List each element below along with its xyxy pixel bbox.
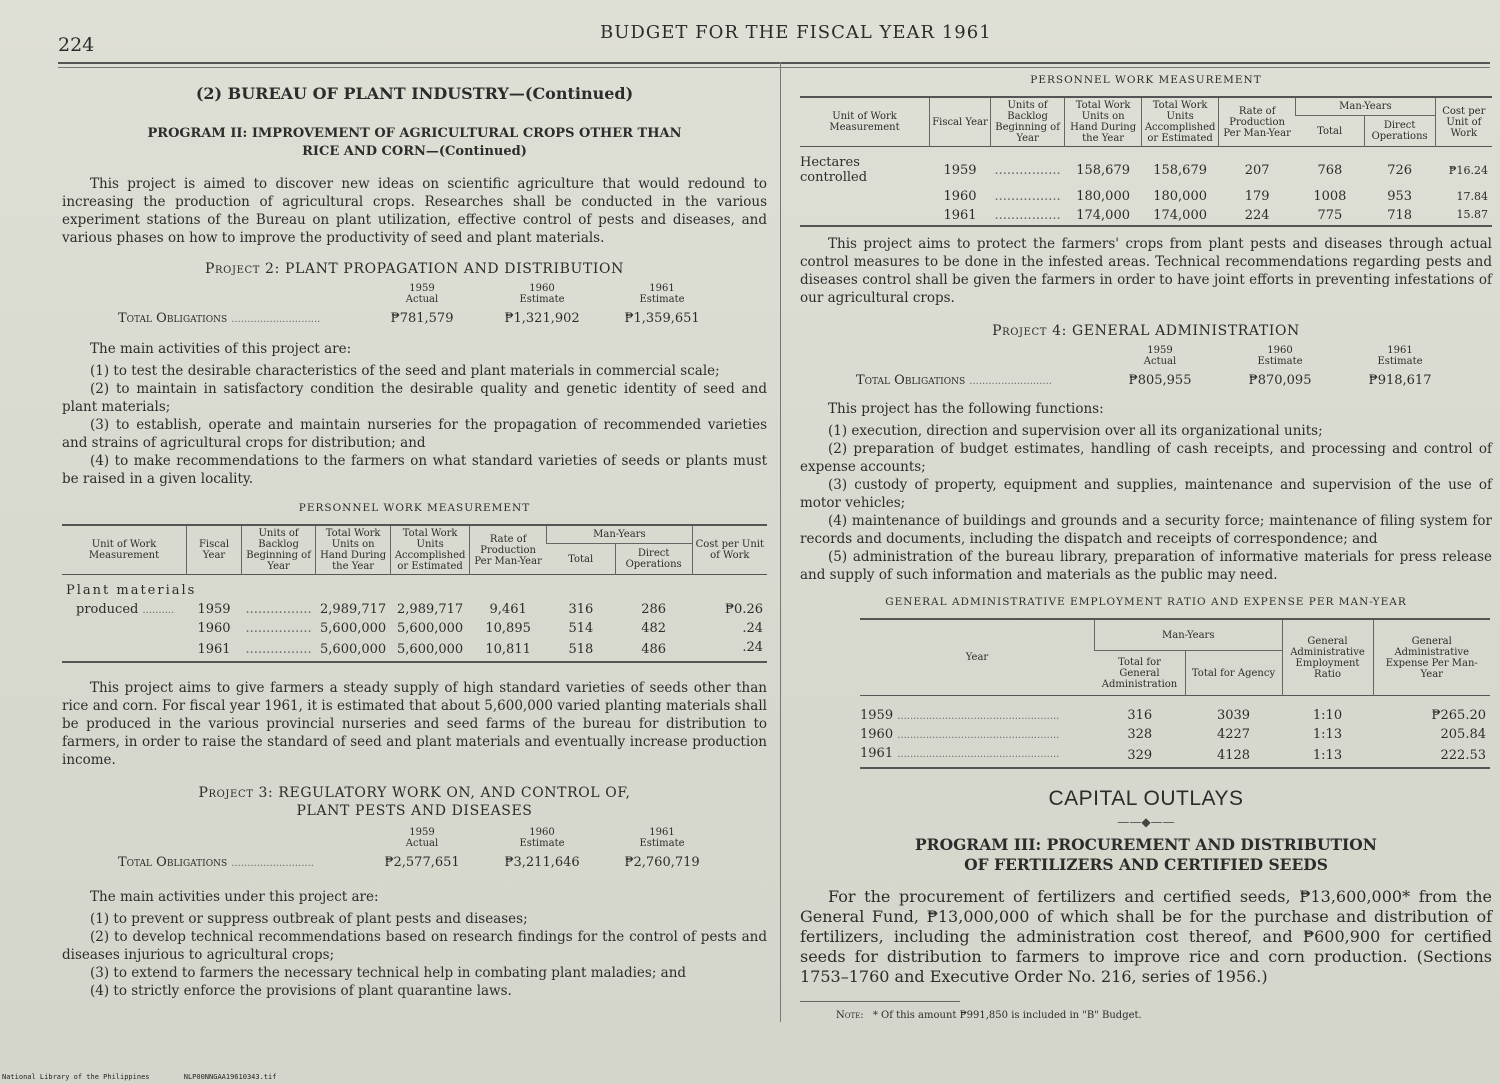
project-4-title: GENERAL ADMINISTRATION (1072, 323, 1300, 339)
activities-intro: The main activities of this project are: (90, 341, 352, 357)
cell-cost: .24 (742, 640, 763, 655)
cell-backlog: ................ (994, 208, 1061, 223)
note-text: * Of this amount ₱991,850 is included in "B" Budget. (872, 1010, 1142, 1021)
ga-table (860, 618, 1490, 769)
cell-year: 1960 (860, 727, 894, 742)
cell-my-direct: 726 (1387, 162, 1413, 178)
table-row: 1959 ................................................... 316 3039 1:10 ₱265.20 (860, 696, 1490, 726)
cell-expense: 205.84 (1440, 727, 1486, 742)
cell-backlog: ................ (994, 189, 1061, 204)
cell-my-total: 316 (568, 602, 594, 617)
note-label: Note: (836, 1010, 864, 1021)
total-obligations-label: Total Obligations .......................... (856, 373, 1052, 388)
project-2-label: Project 2: (205, 261, 280, 277)
th-cost: Cost per Unit of Work (692, 525, 767, 575)
cell-year: 1959 (197, 602, 231, 617)
th-man-years: Man-Years (1095, 619, 1283, 651)
column-divider (780, 62, 781, 1022)
th-unit: Unit of Work Measurement (829, 111, 900, 133)
project-4-heading (800, 323, 1492, 339)
project-3-title-2: PLANT PESTS AND DISEASES (296, 803, 533, 819)
function-5: (5) administration of the bureau library, preparation of informative materials for press release and supply of such information and materials as the public may need. (800, 549, 1492, 583)
project-3-obligations (62, 827, 767, 870)
project-3-label: Project 3: (198, 785, 274, 801)
program-3-title-line-2: OF FERTILIZERS AND CERTIFIED SEEDS (964, 855, 1328, 874)
activity-1: (1) to test the desirable characteristics of the seed and plant materials in commercial scale; (90, 363, 720, 379)
project-2-obligations (62, 283, 767, 326)
col-header-1959: 1959 Actual (1143, 345, 1177, 367)
cell-accomp: 5,600,000 (397, 642, 464, 657)
th-my-direct: Direct Operations (615, 544, 692, 575)
col-header-1961: 1961 Estimate (639, 827, 685, 849)
cell-backlog: ................ (994, 162, 1061, 178)
cell-rate: 207 (1244, 162, 1270, 178)
table-row: 1961 ................................................... 329 4128 1:13 222.53 (860, 744, 1490, 768)
cell-year: 1959 (943, 162, 977, 178)
cell-my-direct: 718 (1387, 208, 1413, 223)
th-unit: Unit of Work Measurement (88, 539, 160, 561)
th-total-ga: Total for General Administration (1101, 656, 1178, 690)
cell-cost: ₱16.24 (1448, 163, 1488, 177)
th-backlog: Units of Backlog Beginning of Year (242, 525, 316, 575)
th-man-years: Man-Years (547, 525, 693, 544)
th-fiscal-year: Fiscal Year (930, 97, 991, 147)
cell-cost: .24 (742, 621, 763, 636)
pwm-paragraph-right: This project aims to protect the farmers' crops from plant pests and diseases through actual control measures to be done in the infested areas. Technical recommendations regarding pests and diseases control shall be given the farmers in order to have joint efforts in preventing infestations of our agricultural crops. (800, 236, 1492, 306)
th-my-total: Total (1317, 125, 1343, 137)
cell-agency: 4128 (1216, 748, 1251, 763)
function-4: (4) maintenance of buildings and grounds and a security force; maintenance of filing system for records and documents, including the dispatch and receipts of correspondence; and (800, 513, 1492, 547)
col-header-1959: 1959 Actual (405, 283, 439, 305)
obligation-1961: ₱1,359,651 (624, 311, 700, 326)
cell-my-total: 1008 (1313, 189, 1347, 204)
total-obligations-label: Total Obligations .......................... (118, 855, 314, 870)
cell-year: 1959 (860, 708, 894, 723)
cell-my-total: 514 (568, 621, 594, 636)
cell-year: 1961 (860, 746, 894, 761)
th-total-units: Total Work Units on Hand During the Year (316, 525, 391, 575)
obligation-1961: ₱918,617 (1368, 373, 1432, 388)
project-2-title: PLANT PROPAGATION AND DISTRIBUTION (284, 261, 624, 277)
cell-accomp: 2,989,717 (397, 602, 464, 617)
cell-backlog: ................ (245, 621, 312, 636)
cell-year: 1960 (197, 621, 231, 636)
left-column (62, 78, 767, 1000)
function-1: (1) execution, direction and supervision over all its organizational units; (828, 423, 1323, 439)
table-row: 1960 ................................................... 328 4227 1:13 205.84 (860, 725, 1490, 744)
cell-rate: 10,895 (485, 621, 531, 636)
program-3-title (800, 835, 1492, 875)
cell-my-direct: 286 (641, 602, 667, 617)
functions-intro: This project has the following functions: (828, 401, 1104, 417)
program-3-paragraph: For the procurement of fertilizers and certified seeds, ₱13,600,000* from the General Fund, ₱13,000,000 of which shall be for the purchase and distribution of fertilizers, including the administration cost thereof, and ₱600,900 for certified seeds for distribution to farmers to improve rice and corn production. (Sections 1753–1760 and Executive Order No. 216, series of 1956.) (800, 887, 1492, 986)
table-row: produced .......... 1959 ................ 2,989,717 2,989,717 9,461 316 286 ₱0.26 (62, 600, 767, 619)
ga-caption: GENERAL ADMINISTRATIVE EMPLOYMENT RATIO AND EXPENSE PER MAN-YEAR (885, 596, 1407, 608)
cell-ga: 328 (1127, 727, 1153, 742)
cell-my-direct: 953 (1387, 189, 1413, 204)
th-my-total: Total (568, 553, 594, 565)
col-header-1960: 1960 Estimate (519, 283, 565, 305)
cell-backlog: ................ (245, 642, 312, 657)
cell-rate: 179 (1244, 189, 1270, 204)
page-number: 224 (58, 34, 95, 56)
cell-cost: 15.87 (1456, 208, 1488, 221)
cell-agency: 3039 (1216, 708, 1251, 723)
obligation-1959: ₱2,577,651 (384, 855, 460, 870)
activity-2: (2) to maintain in satisfactory condition the desirable quality and genetic identity of seed and plant materials; (62, 381, 767, 415)
pwm-table (62, 524, 767, 663)
table-row (800, 187, 1492, 206)
obligation-1959: ₱781,579 (390, 311, 454, 326)
obligation-1960: ₱870,095 (1248, 373, 1312, 388)
ornament-divider: ——◆—— (1117, 815, 1175, 829)
th-accomplished: Total Work Units Accomplished or Estimated (1142, 97, 1219, 147)
th-rate: Rate of Production Per Man-Year (1219, 97, 1296, 147)
th-year: Year (965, 652, 989, 663)
cell-my-direct: 486 (641, 642, 667, 657)
pwm-table-right (800, 96, 1492, 227)
cell-rate: 10,811 (485, 642, 531, 657)
th-cost: Cost per Unit of Work (1435, 97, 1492, 147)
function-2: (2) preparation of budget estimates, handling of cash receipts, and processing and control of expense accounts; (800, 441, 1492, 475)
obligation-1960: ₱1,321,902 (504, 311, 580, 326)
header-rule-thin (58, 67, 1490, 68)
cell-expense: ₱265.20 (1431, 708, 1486, 723)
cell-rate: 9,461 (489, 602, 527, 617)
pwm-caption: PERSONNEL WORK MEASUREMENT (298, 502, 531, 514)
obligation-1961: ₱2,760,719 (624, 855, 700, 870)
cell-my-total: 768 (1317, 162, 1343, 178)
table-row (62, 619, 767, 638)
cell-total: 158,679 (1076, 162, 1130, 178)
cell-ga: 316 (1127, 708, 1153, 723)
program-title-line-1: PROGRAM II: IMPROVEMENT OF AGRICULTURAL CROPS OTHER THAN (147, 126, 682, 141)
page-header-title: BUDGET FOR THE FISCAL YEAR 1961 (600, 22, 992, 43)
cell-total: 5,600,000 (320, 642, 387, 657)
th-expense: General Administrative Expense Per Man-Year (1373, 619, 1490, 696)
th-backlog: Units of Backlog Beginning of Year (991, 97, 1065, 147)
cell-accomp: 180,000 (1153, 189, 1207, 204)
header-rule (58, 62, 1490, 64)
cell-accomp: 158,679 (1153, 162, 1207, 178)
activity-3-2: (2) to develop technical recommendations based on research findings for the control of pests and diseases injurious to agricultural crops; (62, 929, 767, 963)
footnote (800, 1001, 1142, 1021)
scan-footer (2, 1073, 276, 1081)
function-3: (3) custody of property, equipment and supplies, maintenance and supervision of the use of motor vehicles; (800, 477, 1492, 511)
col-header-1960: 1960 Estimate (519, 827, 565, 849)
obligation-1959: ₱805,955 (1128, 373, 1192, 388)
cell-ratio: 1:13 (1312, 727, 1343, 742)
pwm-unit-line1: Plant materials (66, 583, 197, 598)
right-column (800, 70, 1492, 1021)
pwm-unit-right: Hectares controlled (800, 155, 868, 185)
activity-3: (3) to establish, operate and maintain nurseries for the propagation of recommended varieties and strains of agricultural crops for distribution; and (62, 417, 767, 451)
cell-year: 1961 (943, 208, 977, 223)
th-total-agency: Total for Agency (1185, 651, 1282, 696)
activities-intro-3: The main activities under this project are: (90, 889, 379, 905)
activity-4: (4) to make recommendations to the farmers on what standard varieties of seeds or plants must be raised in a given locality. (62, 453, 767, 487)
cell-my-total: 775 (1317, 208, 1343, 223)
project-3-title-1: REGULATORY WORK ON, AND CONTROL OF, (278, 785, 631, 801)
cell-total: 174,000 (1076, 208, 1130, 223)
cell-total: 2,989,717 (320, 602, 387, 617)
program-3-title-line-1: PROGRAM III: PROCUREMENT AND DISTRIBUTION (915, 835, 1377, 854)
cell-year: 1960 (943, 189, 977, 204)
col-header-1961: 1961 Estimate (639, 283, 685, 305)
activity-3-1: (1) to prevent or suppress outbreak of plant pests and diseases; (90, 911, 528, 927)
cell-accomp: 5,600,000 (397, 621, 464, 636)
cell-agency: 4227 (1216, 727, 1251, 742)
th-my-direct: Direct Operations (1364, 116, 1435, 147)
cell-cost: 17.84 (1456, 190, 1488, 203)
table-row (800, 206, 1492, 226)
th-accomplished: Total Work Units Accomplished or Estimated (391, 525, 470, 575)
cell-my-total: 518 (568, 642, 594, 657)
cell-ratio: 1:13 (1312, 748, 1343, 763)
cell-ga: 329 (1127, 748, 1153, 763)
cell-accomp: 174,000 (1153, 208, 1207, 223)
project-4-label: Project 4: (992, 323, 1067, 339)
cell-total: 180,000 (1076, 189, 1130, 204)
intro-paragraph: This project is aimed to discover new ideas on scientific agriculture that would redound to increasing the production of agricultural crops. Researches shall be conducted in the various experiment stations of the Bureau on plant utilization, effective control of pests and diseases, and various phases on how to improve the productivity of seed and plant materials. (62, 176, 767, 246)
total-obligations-label: Total Obligations ............................ (118, 311, 321, 326)
section-title: (2) BUREAU OF PLANT INDUSTRY—(Continued) (195, 84, 634, 103)
table-row (800, 147, 1492, 188)
cell-expense: 222.53 (1440, 748, 1486, 763)
th-ratio: General Administrative Employment Ratio (1282, 619, 1373, 696)
program-title-line-2: RICE AND CORN—(Continued) (302, 144, 527, 159)
cell-rate: 224 (1244, 208, 1270, 223)
cell-backlog: ................ (245, 602, 312, 617)
col-header-1960: 1960 Estimate (1257, 345, 1303, 367)
project-2-heading (62, 261, 767, 277)
pwm-unit-line2: produced (76, 602, 139, 617)
footer-file: NLP00NNGAA19610343.tif (183, 1073, 277, 1081)
th-rate: Rate of Production Per Man-Year (470, 525, 547, 575)
activity-3-3: (3) to extend to farmers the necessary technical help in combating plant maladies; and (90, 965, 687, 981)
th-fiscal-year: Fiscal Year (187, 525, 242, 575)
program-title (62, 125, 767, 161)
th-total-units: Total Work Units on Hand During the Year (1065, 97, 1142, 147)
cell-ratio: 1:10 (1312, 708, 1343, 723)
pwm-paragraph: This project aims to give farmers a steady supply of high standard varieties of seeds other than rice and corn. For fiscal year 1961, it is estimated that about 5,600,000 varied planting materials shall be produced in the various provincial nurseries and seed farms of the bureau for distribution to farmers, in order to raise the standard of seed and plant materials and eventually increase production income. (62, 680, 767, 768)
cell-total: 5,600,000 (320, 621, 387, 636)
capital-outlays-heading: CAPITAL OUTLAYS (1048, 787, 1244, 810)
th-man-years: Man-Years (1296, 97, 1436, 116)
obligation-1960: ₱3,211,646 (504, 855, 580, 870)
col-header-1961: 1961 Estimate (1377, 345, 1423, 367)
footer-library: National Library of the Philippines (2, 1073, 150, 1081)
cell-my-direct: 482 (641, 621, 667, 636)
table-row (62, 638, 767, 662)
pwm-caption-right: PERSONNEL WORK MEASUREMENT (1030, 74, 1262, 86)
col-header-1959: 1959 Actual (405, 827, 439, 849)
project-4-obligations (800, 345, 1492, 388)
cell-cost: ₱0.26 (724, 602, 763, 617)
cell-year: 1961 (197, 642, 231, 657)
activity-3-4: (4) to strictly enforce the provisions of plant quarantine laws. (90, 983, 512, 999)
project-3-heading (62, 785, 767, 801)
